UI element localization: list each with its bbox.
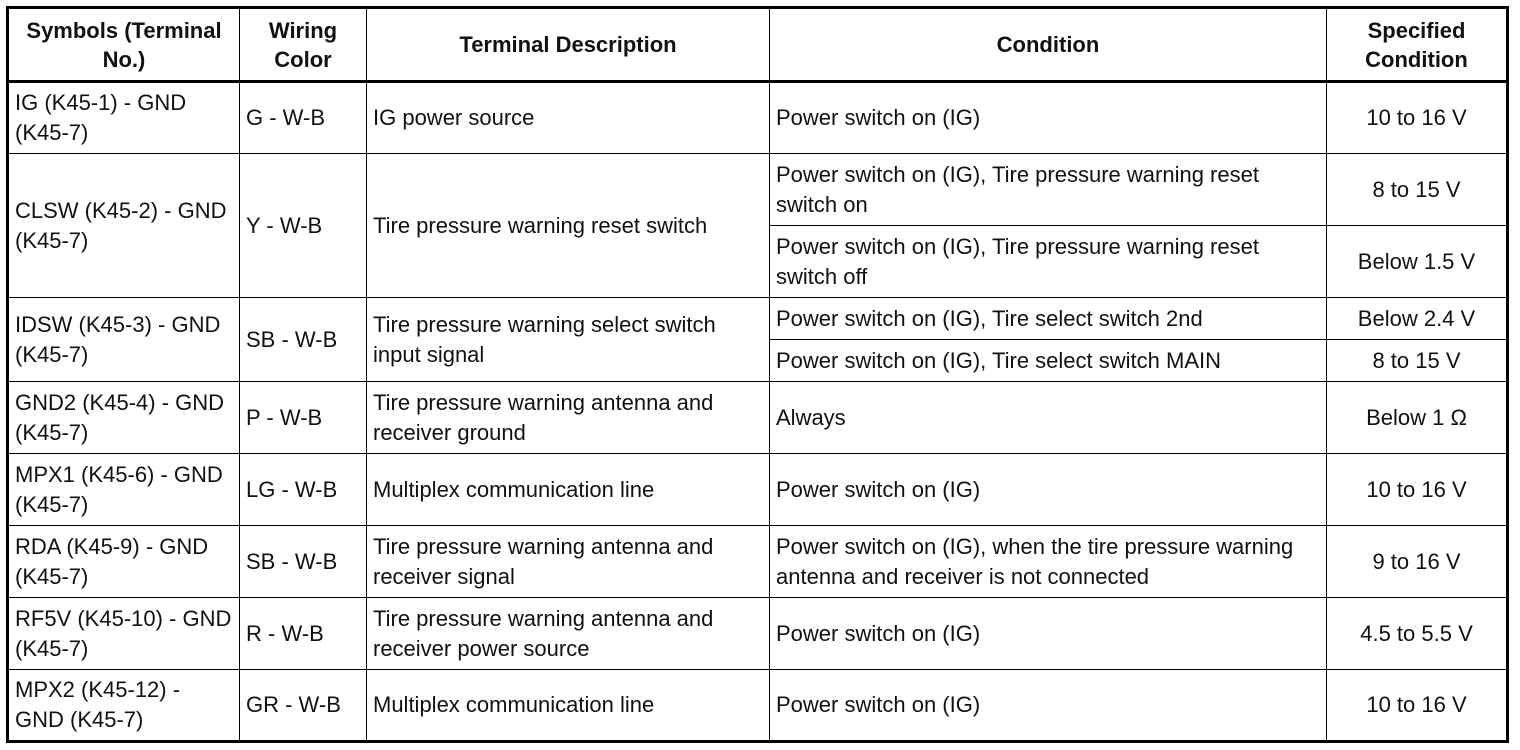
- cell-symbol: MPX2 (K45-12) - GND (K45-7): [8, 670, 240, 742]
- cell-wiring-color: G - W-B: [240, 82, 367, 154]
- cell-specified-condition: Below 1 Ω: [1327, 382, 1508, 454]
- cell-specified-condition: Below 1.5 V: [1327, 226, 1508, 298]
- header-terminal-description: Terminal Description: [367, 8, 770, 82]
- cell-symbol: IG (K45-1) - GND (K45-7): [8, 82, 240, 154]
- cell-specified-condition: 9 to 16 V: [1327, 526, 1508, 598]
- cell-wiring-color: Y - W-B: [240, 154, 367, 298]
- cell-wiring-color: R - W-B: [240, 598, 367, 670]
- cell-terminal-description: IG power source: [367, 82, 770, 154]
- cell-wiring-color: LG - W-B: [240, 454, 367, 526]
- cell-specified-condition: Below 2.4 V: [1327, 298, 1508, 340]
- cell-specified-condition: 10 to 16 V: [1327, 82, 1508, 154]
- header-symbols: Symbols (Terminal No.): [8, 8, 240, 82]
- table-body: [8, 82, 1508, 742]
- header-wiring-color: Wiring Color: [240, 8, 367, 82]
- cell-terminal-description: Tire pressure warning antenna and receiver signal: [367, 526, 770, 598]
- cell-symbol: IDSW (K45-3) - GND (K45-7): [8, 298, 240, 382]
- cell-terminal-description: Tire pressure warning antenna and receiver ground: [367, 382, 770, 454]
- cell-symbol: CLSW (K45-2) - GND (K45-7): [8, 154, 240, 298]
- cell-wiring-color: P - W-B: [240, 382, 367, 454]
- table-row: [8, 82, 1508, 154]
- cell-symbol: RF5V (K45-10) - GND (K45-7): [8, 598, 240, 670]
- table-header-row: [8, 8, 1508, 82]
- cell-specified-condition: 8 to 15 V: [1327, 340, 1508, 382]
- cell-terminal-description: Multiplex communication line: [367, 670, 770, 742]
- cell-condition: Power switch on (IG), Tire pressure warning reset switch off: [770, 226, 1327, 298]
- cell-condition: Power switch on (IG): [770, 598, 1327, 670]
- cell-terminal-description: Tire pressure warning reset switch: [367, 154, 770, 298]
- cell-terminal-description: Tire pressure warning select switch input signal: [367, 298, 770, 382]
- header-condition: Condition: [770, 8, 1327, 82]
- cell-condition: Power switch on (IG), Tire pressure warning reset switch on: [770, 154, 1327, 226]
- cell-condition: Power switch on (IG), Tire select switch MAIN: [770, 340, 1327, 382]
- cell-condition: Always: [770, 382, 1327, 454]
- cell-condition: Power switch on (IG), when the tire pressure warning antenna and receiver is not connected: [770, 526, 1327, 598]
- cell-condition: Power switch on (IG): [770, 82, 1327, 154]
- table-row: [8, 598, 1508, 670]
- header-specified-condition: Specified Condition: [1327, 8, 1508, 82]
- table-row: [8, 382, 1508, 454]
- cell-terminal-description: Tire pressure warning antenna and receiver power source: [367, 598, 770, 670]
- cell-wiring-color: GR - W-B: [240, 670, 367, 742]
- cell-condition: Power switch on (IG): [770, 454, 1327, 526]
- table-row: [8, 526, 1508, 598]
- cell-symbol: MPX1 (K45-6) - GND (K45-7): [8, 454, 240, 526]
- table-row: [8, 454, 1508, 526]
- cell-specified-condition: 10 to 16 V: [1327, 670, 1508, 742]
- cell-terminal-description: Multiplex communication line: [367, 454, 770, 526]
- cell-specified-condition: 4.5 to 5.5 V: [1327, 598, 1508, 670]
- cell-condition: Power switch on (IG): [770, 670, 1327, 742]
- table-row: [8, 670, 1508, 742]
- table-row: [8, 298, 1508, 340]
- cell-symbol: GND2 (K45-4) - GND (K45-7): [8, 382, 240, 454]
- table-row: [8, 154, 1508, 226]
- cell-symbol: RDA (K45-9) - GND (K45-7): [8, 526, 240, 598]
- cell-specified-condition: 10 to 16 V: [1327, 454, 1508, 526]
- terminal-spec-table: [6, 6, 1509, 743]
- cell-wiring-color: SB - W-B: [240, 298, 367, 382]
- cell-wiring-color: SB - W-B: [240, 526, 367, 598]
- cell-condition: Power switch on (IG), Tire select switch 2nd: [770, 298, 1327, 340]
- cell-specified-condition: 8 to 15 V: [1327, 154, 1508, 226]
